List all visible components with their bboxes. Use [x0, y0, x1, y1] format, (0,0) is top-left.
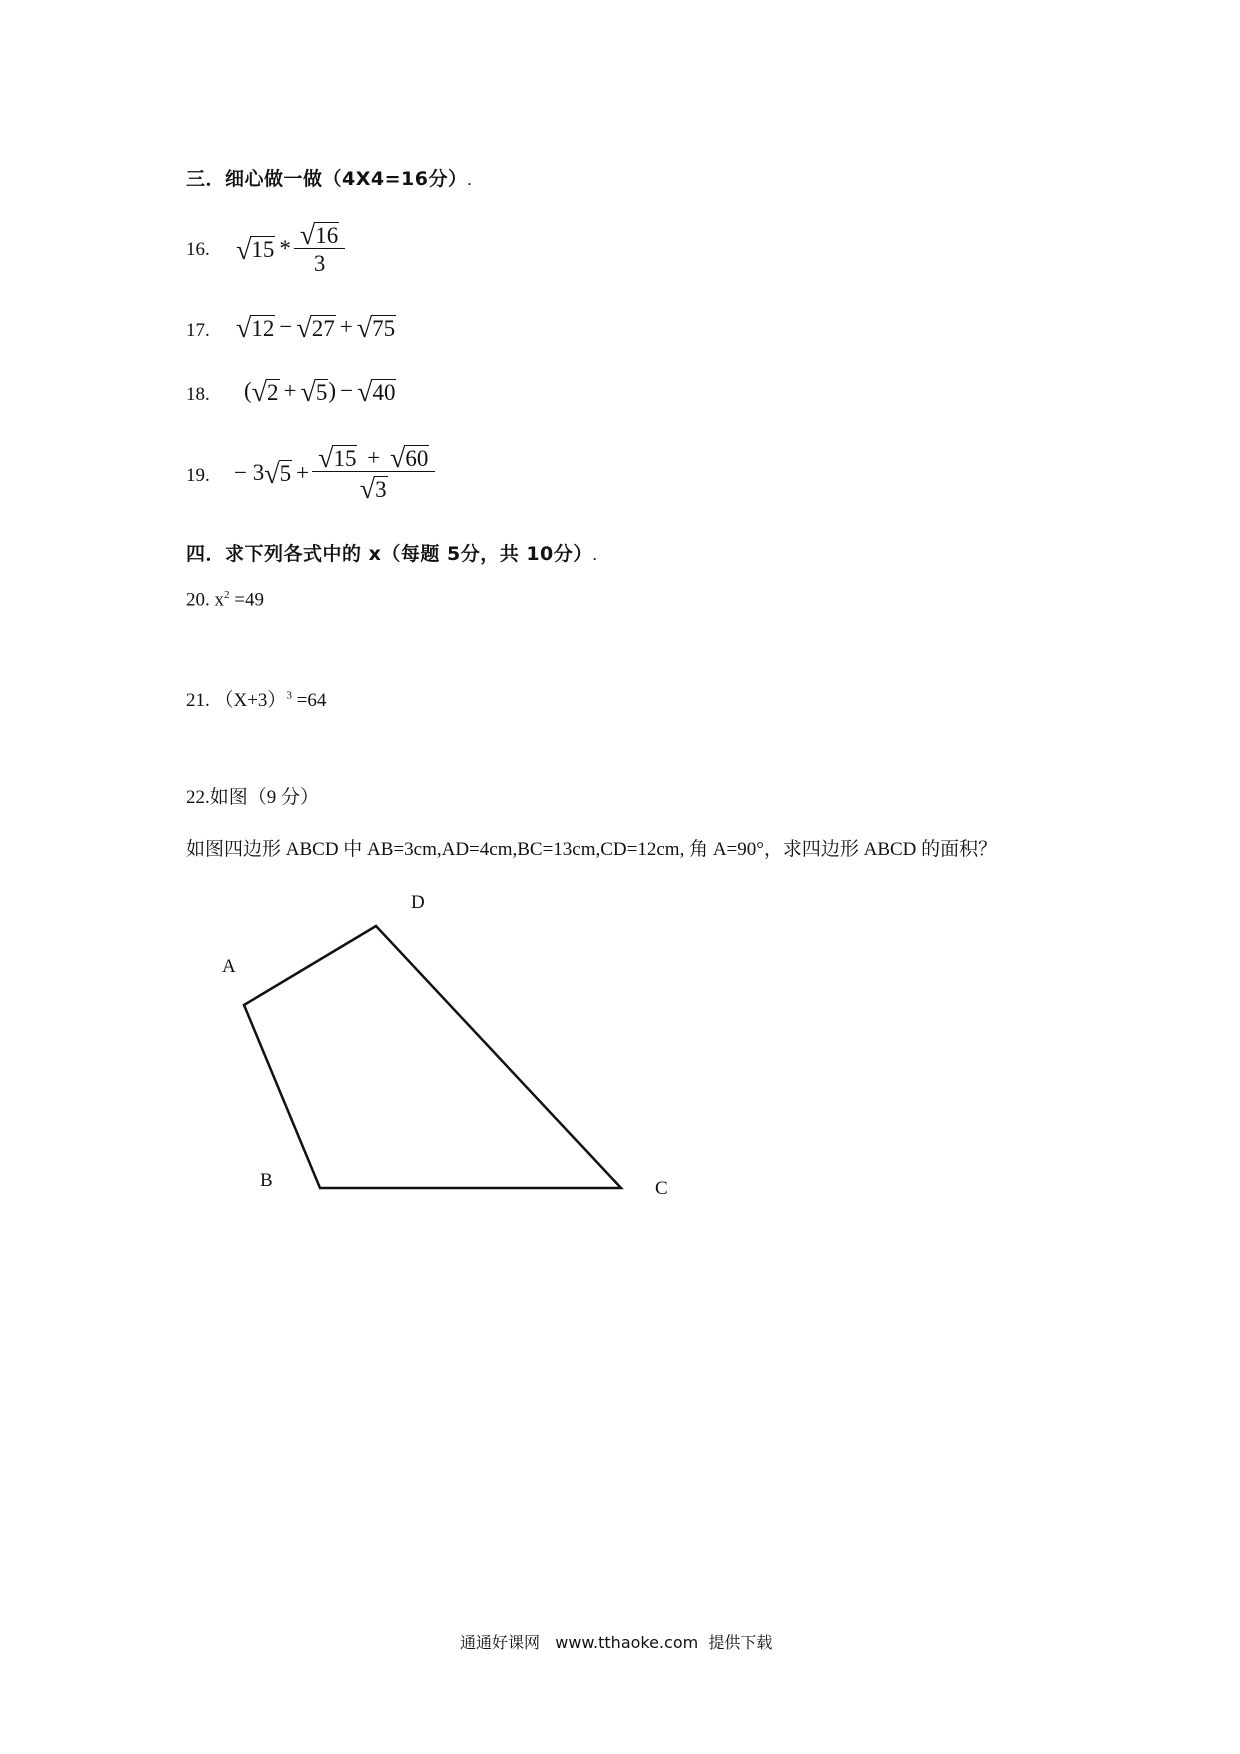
- sqrt: √ 15: [236, 234, 275, 266]
- question-16-expression: √ 15 * √ 16 3: [236, 220, 344, 277]
- question-22-title: 22.如图（9 分）: [186, 787, 320, 808]
- vertex-label-c: C: [655, 1178, 668, 1199]
- vertex-label-b: B: [260, 1170, 273, 1191]
- quadrilateral-abcd: [244, 926, 621, 1188]
- question-17-expression: √ 12 − √ 27 + √ 75: [236, 313, 396, 344]
- question-17-number: 17.: [186, 320, 210, 341]
- section-3-title: 三．细心做一做（4X4=16分）.: [186, 168, 472, 190]
- question-19-number: 19.: [186, 465, 210, 486]
- fraction: √ 15 + √ 60 √ 3: [315, 443, 432, 502]
- footer-text: 通通好课网 www.tthaoke.com 提供下载: [460, 1633, 773, 1652]
- question-16-number: 16.: [186, 239, 210, 260]
- vertex-label-a: A: [222, 956, 236, 977]
- fraction: √ 16 3: [297, 220, 342, 277]
- section-4-title: 四．求下列各式中的 x（每题 5分，共 10分）.: [186, 543, 598, 565]
- question-22-body: 如图四边形 ABCD 中 AB=3cm,AD=4cm,BC=13cm,CD=12cm, 角 A=90°，求四边形 ABCD 的面积？: [186, 839, 998, 860]
- question-19-expression: − 3 √ 5 + √ 15 + √ 60 √ 3: [234, 443, 434, 502]
- question-20: 20. $x^2 =49$: [186, 589, 264, 611]
- vertex-label-d: D: [411, 892, 425, 913]
- question-18-expression: ( √ 2 + √ 5 ) − √ 40: [244, 377, 396, 408]
- question-21: 21. $(X+3)^3 =64$: [186, 689, 327, 711]
- question-18-number: 18.: [186, 384, 210, 405]
